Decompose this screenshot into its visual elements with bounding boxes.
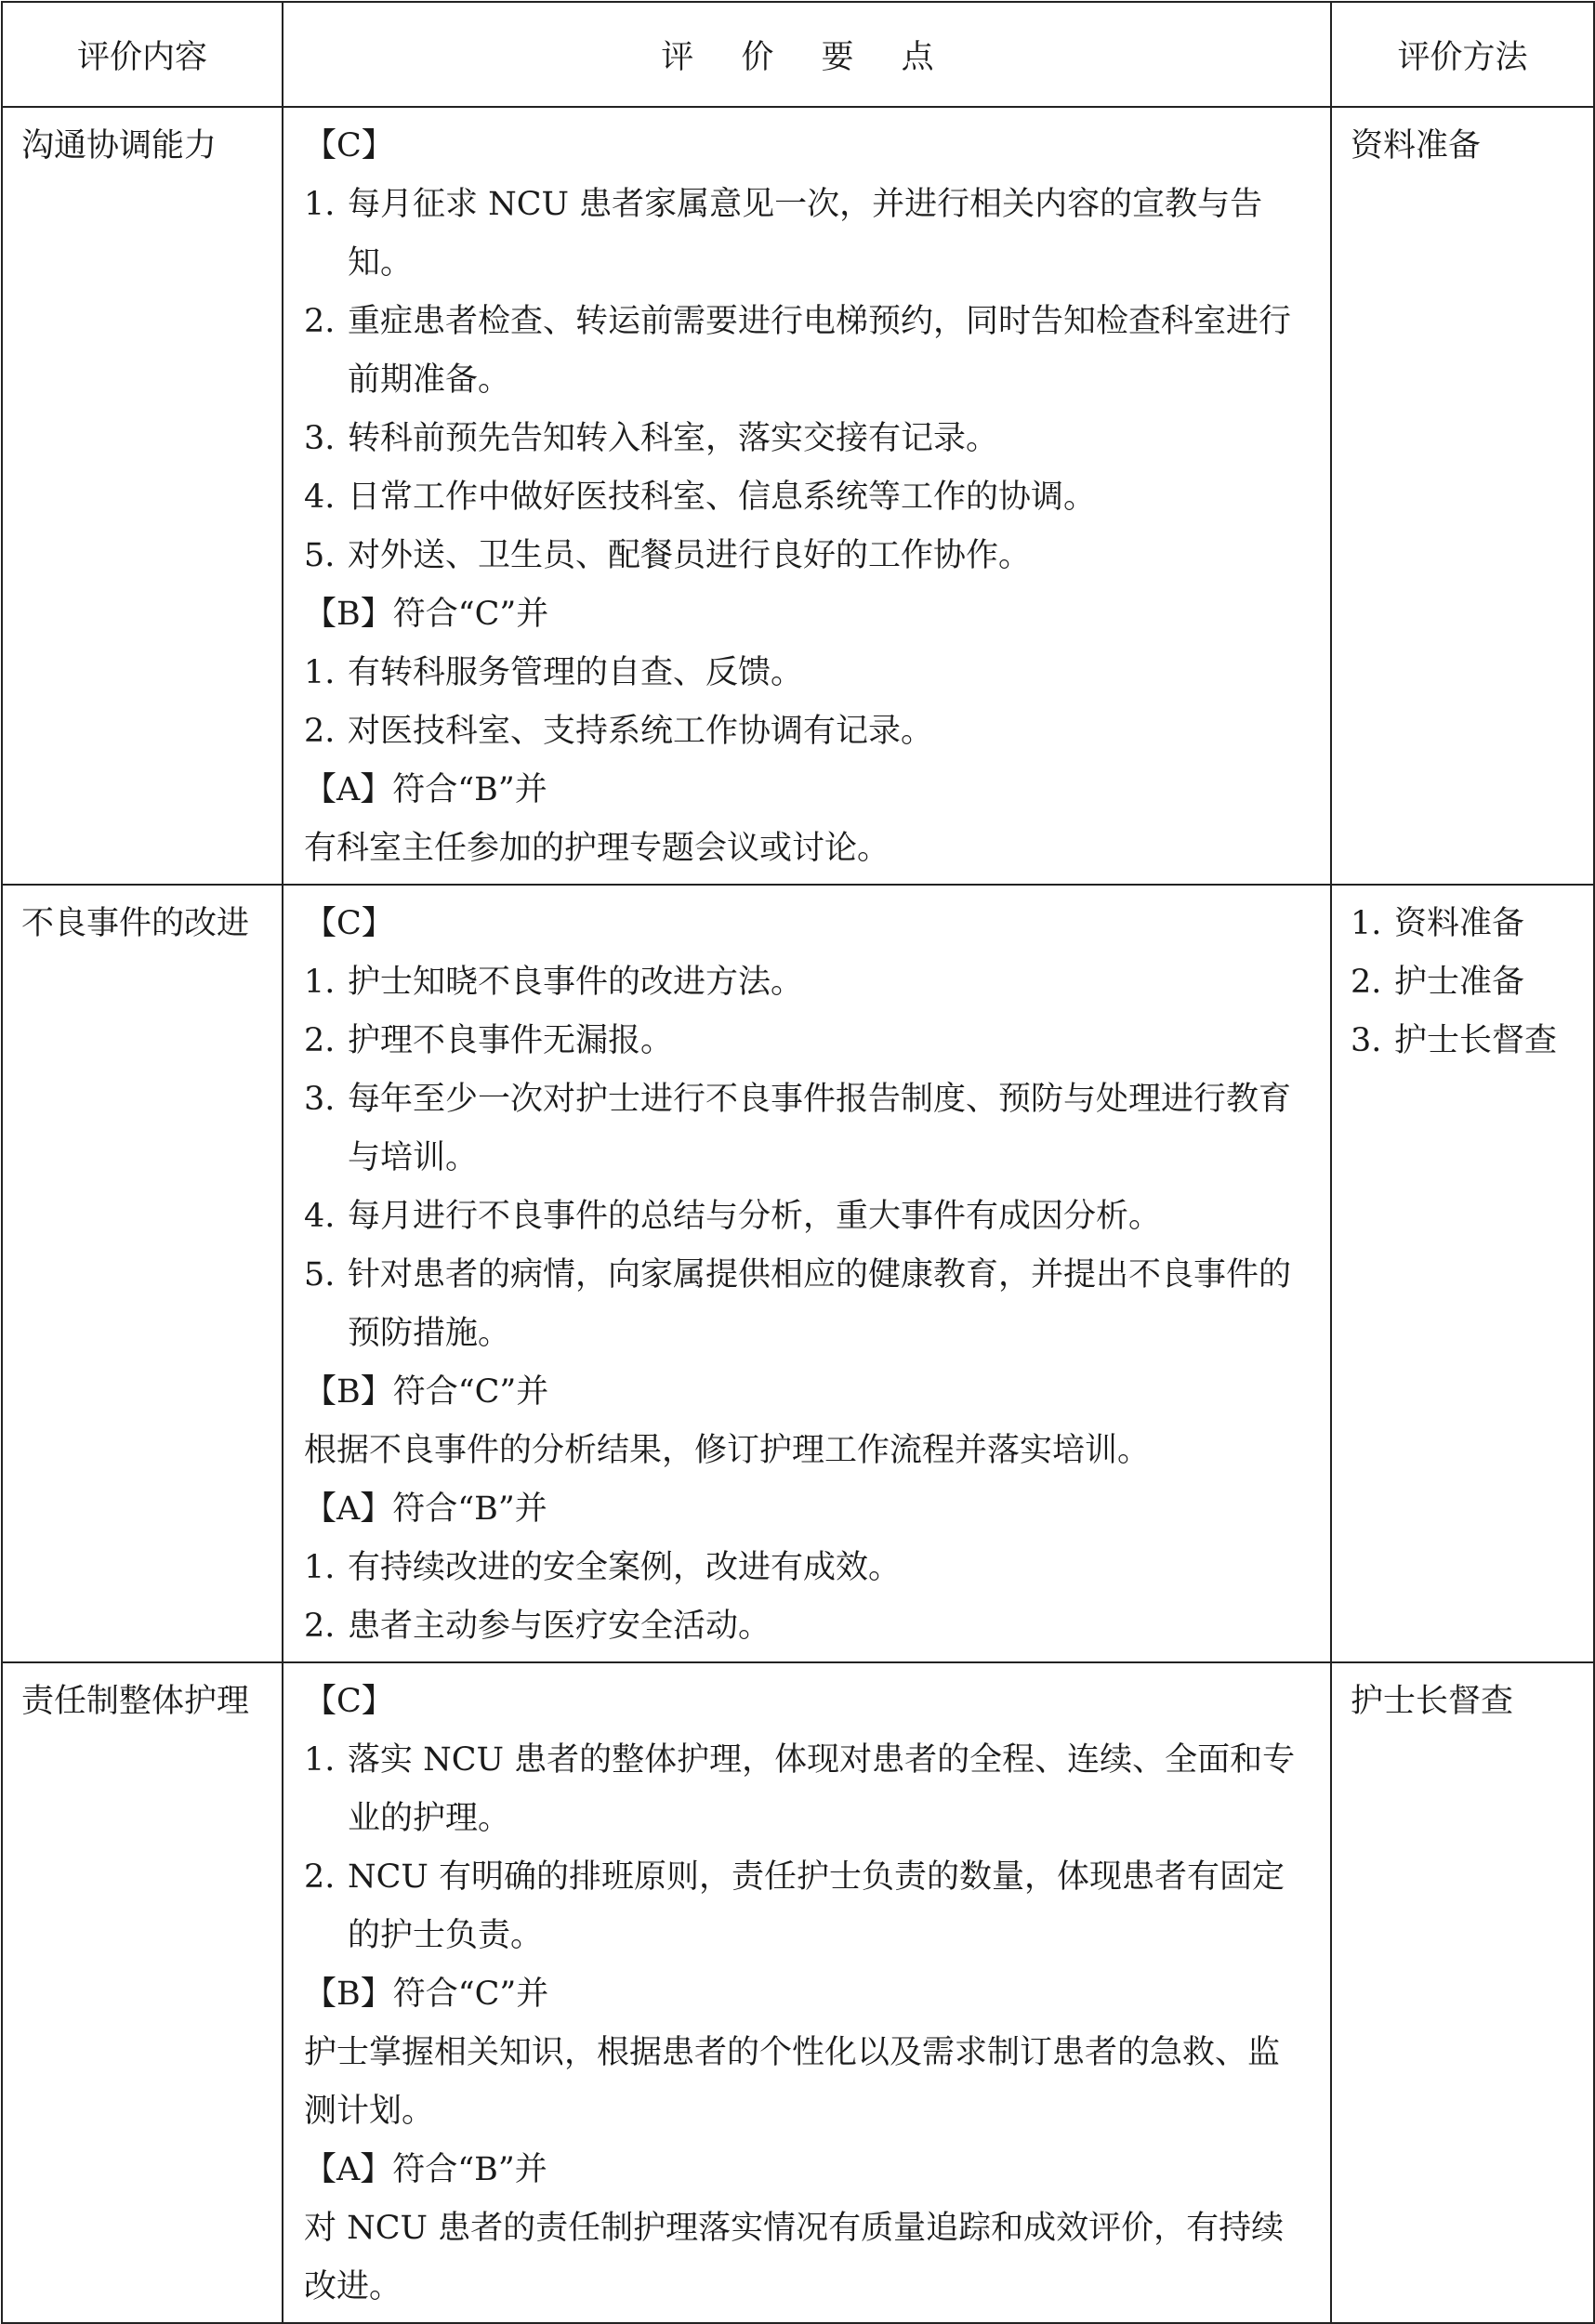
list-item: 4. 每月进行不良事件的总结与分析，重大事件有成因分析。 [304,1198,1162,1235]
list-item: 5. 针对患者的病情，向家属提供相应的健康教育，并提出不良事件的预防措施。 [304,1256,1292,1352]
header-evaluation-content: 评价内容 [2,2,283,107]
grade-c-label: 【C】 [304,905,394,942]
list-item: 1. 护士知晓不良事件的改进方法。 [304,964,804,1001]
header-evaluation-points: 评 价 要 点 [283,2,1331,107]
table-row [2,1662,1594,2323]
row-method-cell [1331,107,1594,885]
grade-b-text: 护士掌握相关知识，根据患者的个性化以及需求制订患者的急救、监测计划。 [304,2034,1281,2130]
grade-b-label: 【B】符合“C”并 [304,1373,549,1411]
list-item: 2. 患者主动参与医疗安全活动。 [304,1608,771,1645]
row-content-cell [2,885,283,1662]
list-item: 3. 转科前预先告知转入科室，落实交接有记录。 [304,420,999,457]
header-evaluation-method: 评价方法 [1331,2,1594,107]
grade-c-label: 【C】 [304,1683,394,1720]
grade-a-label: 【A】符合“B”并 [304,2151,547,2188]
grade-a-label: 【A】符合“B”并 [304,771,547,808]
list-item: 3. 每年至少一次对护士进行不良事件报告制度、预防与处理进行教育与培训。 [304,1081,1292,1176]
list-item: 1. 每月征求 NCU 患者家属意见一次，并进行相关内容的宣教与告知。 [304,186,1263,282]
list-item: 2. NCU 有明确的排班原则，责任护士负责的数量，体现患者有固定的护士负责。 [304,1858,1285,1954]
list-item: 1. 有持续改进的安全案例，改进有成效。 [304,1549,902,1586]
evaluation-table [1,1,1595,2324]
header-row [2,2,1594,107]
row-content-label: 不良事件的改进 [21,905,250,942]
row-content-label: 沟通协调能力 [21,127,218,164]
grade-b-text: 根据不良事件的分析结果，修订护理工作流程并落实培训。 [304,1432,1151,1469]
row-content-cell [2,107,283,885]
grade-b-label: 【B】符合“C”并 [304,596,549,633]
row-method-cell [1331,1662,1594,2323]
row-content-label: 责任制整体护理 [21,1683,250,1720]
list-item: 2. 对医技科室、支持系统工作协调有记录。 [304,713,934,750]
list-item: 1. 有转科服务管理的自查、反馈。 [304,654,804,691]
row-points-cell [283,885,1331,1662]
row-points-cell [283,1662,1331,2323]
grade-b-label: 【B】符合“C”并 [304,1976,549,2013]
grade-a-text: 对 NCU 患者的责任制护理落实情况有质量追踪和成效评价，有持续改进。 [304,2210,1285,2305]
method-item: 1. 资料准备 [1351,905,1525,942]
grade-c-label: 【C】 [304,127,394,164]
list-item: 4. 日常工作中做好医技科室、信息系统等工作的协调。 [304,479,1097,516]
list-item: 1. 落实 NCU 患者的整体护理，体现对患者的全程、连续、全面和专业的护理。 [304,1741,1296,1837]
row-points-cell [283,107,1331,885]
grade-a-text: 有科室主任参加的护理专题会议或讨论。 [304,830,890,867]
list-item: 2. 重症患者检查、转运前需要进行电梯预约，同时告知检查科室进行前期准备。 [304,303,1292,399]
table-row [2,107,1594,885]
method-item: 2. 护士准备 [1351,964,1525,1001]
method-item: 3. 护士长督查 [1351,1022,1558,1059]
row-content-cell [2,1662,283,2323]
method-text: 护士长督查 [1351,1683,1514,1720]
method-text: 资料准备 [1351,127,1482,164]
table-row [2,885,1594,1662]
row-method-cell [1331,885,1594,1662]
grade-a-label: 【A】符合“B”并 [304,1490,547,1528]
list-item: 5. 对外送、卫生员、配餐员进行良好的工作协作。 [304,537,1032,574]
list-item: 2. 护理不良事件无漏报。 [304,1022,674,1059]
